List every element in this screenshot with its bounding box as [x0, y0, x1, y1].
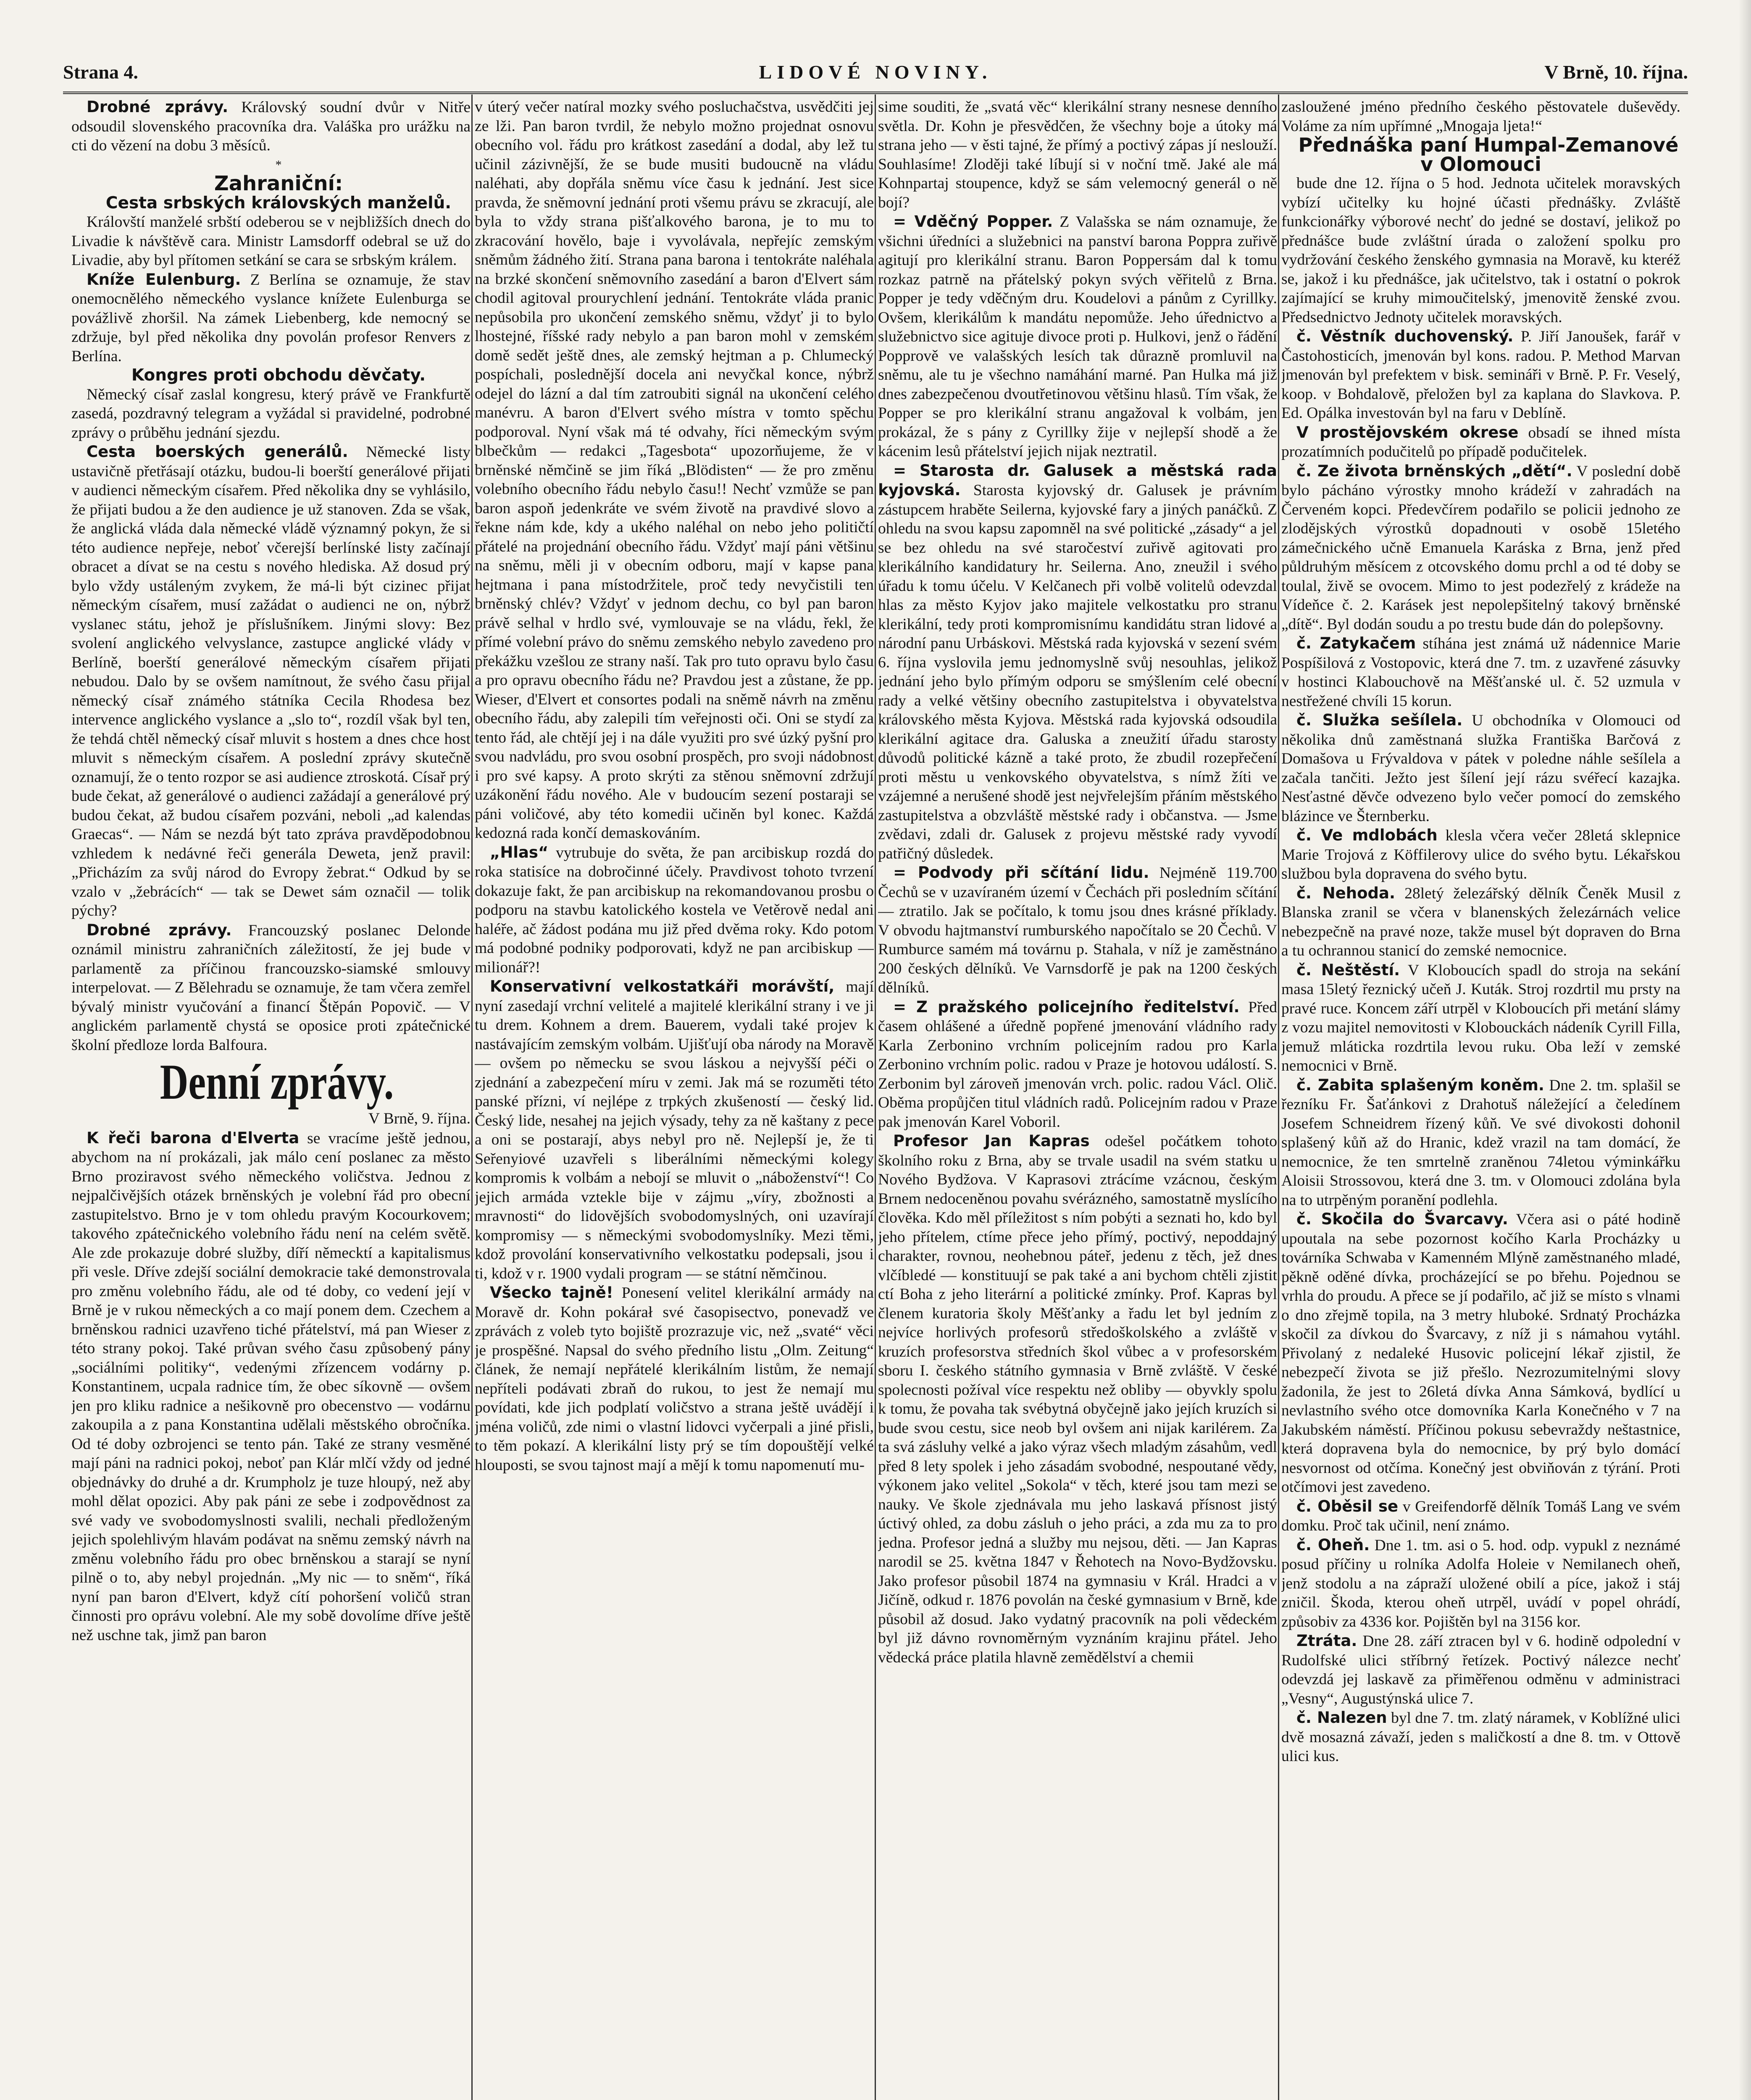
article-kicker: Drobné zprávy.	[87, 921, 232, 939]
article-kicker: „Hlas“	[490, 843, 549, 861]
article-kicker: = Starosta dr. Galusek a městská rada kyjovská.	[878, 461, 1277, 499]
column-3	[878, 97, 1277, 2100]
separator-star: *	[275, 158, 282, 172]
page-edge-shadow	[1738, 0, 1751, 2100]
masthead-title: LIDOVÉ NOVINY.	[759, 61, 992, 83]
header-rule	[63, 92, 1688, 94]
article-text: Před časem ohlášené a úředně popřené jmenování vládního rady Karla Zerbonino vrchním policejním radou pro Karla Zerbonino vrchním polic. radou v Praze je hotovou událostí. S. Zerbonim byl zároveň jmenován vrch. polic. radou Václ. Olič. Oběma propůjčen titul vládních radů. Policejním radou v Praze pak jmenován Karel Voboril.	[878, 998, 1277, 1131]
article-kicker: Drobné zprávy.	[87, 98, 229, 116]
article-text: stíhána jest známá už nádennice Marie Pospíšilová z Vostopovic, která dne 7. tm. z uzavřené zásuvky v hostinci Klabouchově na Měšťanské ul. č. 52 uzmula v nestřežené chvíli 15 korun.	[1281, 635, 1680, 710]
page-header	[63, 61, 1688, 90]
article-text: U obchodníka v Olomouci od několika dnů zaměstnaná služka Františka Barčová z Domašova u Frývaldova v pátek v poledne náhle sešílela a začala tančiti. Ježto jest šílení její rázu svéřecí kazajka. Nesťastné děvče odvezeno bylo večer pomocí do zemského blázince ve Šternberku.	[1281, 712, 1680, 825]
article-kicker: č. Skočila do Švarcavy.	[1296, 1210, 1508, 1228]
article-kicker: č. Služka sešílela.	[1296, 711, 1463, 729]
article-kicker: č. Neštěstí.	[1296, 961, 1400, 979]
article-kicker: č. Zatykačem	[1296, 634, 1416, 652]
article-text: Dne 28. září ztracen byl v 6. hodině odpolední v Rudolfské ulici stříbrný řetízek. Poctivý nálezce nechť odevzdá jej laskavě za přiměřenou odměnu v administraci „Vesny“, Augustýnská ulice 7.	[1281, 1633, 1680, 1707]
article-text: V poslední době bylo pácháno výrostky mnoho krádeží v zahradách na Červeném kopci. Předevčírem podařilo se policii jednoho ze zlodějských výrostků dopadnouti v osobě 15letého zámečnického učně Emanuela Karáska z Brna, jenž před půldruhým měsícem z otcovského domu prchl a od té doby se toulal, živě se ovocem. Mimo to jest podezřelý z krádeže na Vídeňce č. 2. Karásek jest nepolepšitelný takový brněnské „dítě“. Byl dodán soudu a po trestu bude dán do polepšovny.	[1281, 462, 1680, 633]
column-4	[1281, 97, 1680, 2100]
article-text: zasloužené jméno předního českého pěstovatele duševědy. Voláme za ním upřímné „Mnogaja ljeta!“	[1281, 98, 1680, 135]
article-kicker: č. Oběsil se	[1296, 1497, 1399, 1515]
article-text: Královský soudní dvůr v Nitře odsoudil slovenského pracovníka dra. Valáška pro urážku na cti do vězení na dobu 3 měsíců.	[71, 99, 471, 154]
column-divider	[875, 94, 876, 2100]
article-text: P. Jiří Janoušek, farář v Častohosticích, jmenován byl kons. radou. P. Method Marvan jmenován byl prefektem v bisk. semináři v Brně. P. Fr. Veselý, koop. v Bohdalově, přeložen byl za kaplana do Slavkova. P. Ed. Opálka investován byl na faru v Deblíně.	[1281, 328, 1680, 422]
article-text: Dne 1. tm. asi o 5. hod. odp. vypukl z neznámé posud příčiny u rolníka Adolfa Holeie v Nemilanech oheň, jenž stodolu a na zápraží uložené obilí a píce, jakož i stáj zničil. Škoda, kterou oheň utrpěl, uvádí v popel ohrádí, způsobiv za 4336 kor. Pojištěn byl na 3156 kor.	[1281, 1536, 1680, 1630]
article-kicker: č. Ze života brněnských „dětí“.	[1296, 462, 1572, 480]
column-2	[475, 97, 874, 2100]
column-divider	[471, 94, 473, 2100]
article-text: Nejméně 119.700 Čechů se v uzavíraném území v Čechách při posledním sčítání — ztratilo. Jak se počítalo, k tomu jsou dnes krásné příklady. V obvodu hajtmanství rumburského napočítalo se 20 Čechů. V Rumburce samém má továrnu p. Stahala, v níž je zaměstnáno 200 českých dělníků. Ve Varnsdorfě je pak na 1200 českých dělníků.	[878, 864, 1277, 996]
article-text: Z Valašska se nám oznamuje, že všichni úředníci a služebnici na panství barona Poppra zuřivě agitují pro klerikální stranu. Baron Poppersám dal k tomu rozkaz patrně na přátelský pokyn svých věřitelů z Brna. Popper je tedy vděčným dru. Koudelovi a pánům z Cyrillky. Ovšem, klerikálům k mandátu nepomůže. Jeho úřednictvo a služebnictvo sice agituje divoce proti p. Hulkovi, jenž o řádění Popprově ve valašských lesích tak důrazně promluvil na sněmu, ale tu je všechno namáhání marné. Pan Hulka má již dnes zabezpečenou dvoutřetinovou většinu hlasů. Tím však, že Popper se pro klerikální stranu angažoval k volbám, jen prokázal, že s pány z Cyrillky žije v nejlepší shodě a že kácenim lesů přátelství jejich nijak neztratil.	[878, 213, 1277, 460]
article-text: mají nyní zasedají vrchní velitelé a majitelé klerikální strany i ve ji tu drem. Kohnem a drem. Bauerem, vydali také projev k nastávajícím zemským volbám. Ujišťují oba národy na Moravě — ovšem po německu se svou láskou a nejvyšší péči o zjednání a zabezpečení míru v zemi. Jak má se rozuměti této panské přízni, ví nejlépe z trpkých zkušeností — český lid. Český lide, nesahej na jejich výsady, tehy za ně kaštany z pece a oni se postarají, abys nebyl pro ně. Nejlepší je, že ti Seřenyiové uzavřeli s liberálními německými kolegy kompromis k volbám a nebojí se mluvit o „náboženství“! Co jejich armáda vztekle bije v zájmu „víry, zbožnosti a mravnosti“ do lidovějších svobodomyslných, oni uzavírají kompromisy — s německými svobodomyslníky. Mezi těmi, kdož provolání konservativního velkostatku podepsali, jsou i ti, kdož v r. 1900 vydali program — se státní němčinou.	[475, 978, 874, 1282]
article-text: v Greifendorfě dělník Tomáš Lang ve svém domku. Proč tak učinil, není známo.	[1281, 1498, 1680, 1534]
article-text: Německý císař zaslal kongresu, který právě ve Frankfurtě zasedá, pozdravný telegram a vyžádal si pravidelné, podrobné zprávy o průběhu jednání sjezdu.	[71, 386, 471, 441]
section-title-foreign: Zahraniční:	[214, 172, 343, 195]
article-text: Včera asi o páté hodině upoutala na sebe pozornost kočího Karla Procházky u továrníka Schwaba v Kamenném Mlýně zaměstnaného mladé, pěkně oděné dívka, procházející se po břehu. Pojednou se vrhla do proudu. A přece se jí podařilo, ač již se místo s vlnami o dno zřejmě topila, na 3 metry hluboké. Srdnatý Procházka skočil za dívkou do Švarcavy, z níž ji s námahou vytáhl. Přivolaný z nedaleké Husovic policejní lékař zjistil, že nebezpečí života se již přešlo. Nezrozumitelnými slovy žadonila, že jest to 26letá dívka Anna Sámková, bydlící u nevlastního svého otce domovníka Karla Konečného v 7 na Jakubském náměstí. Příčinou pokusu sebevraždy neštastnice, která dopravena byla do nemocnice, by prý bylo domácí nesvornost od otčíma. Konečný jest obviňován z týrání. Proti otčímovi jest zavedeno.	[1281, 1211, 1680, 1496]
article-text: se vracíme ještě jednou, abychom na ní prokázali, jak málo cení poslanec za město Brno proziravost svého německého voličstva. Jednou z nejpalčivějších otázek brněnských je volební řád pro obecní zastupitelstvo. Brno je v tom ohledu pravým Kocourkovem; takového zpátečnického volebního řádu není na celém světě. Ale zde prokazuje dobré služby, díří německtí a kapitalismus při vesle. Dříve zdejší sociální demokracie také demonstrovala pro změnu volebního řádu, ale od té doby, co vedení její v Brně je v rukou německých a co mají ponem dem. Czechem a brněnskou radnici uzavřeno tiché přátelství, má pan Wieser z této strany pokoj. Také průvan svého času způsobený pány „sociálními politiky“, vedenými zřízencem vodárny p. Konstantinem, ucpala radnice tím, že obec síkovně — ovšem jen pro kliku radnice a nešikovně pro obecenstvo — vodárnu zakoupila a z pana Konstantina udělali městského obročníka. Od té doby ozbrojenci se tento pán. Také ze strany vesměné mají páni na radnici pokoj, neboť pan Klár mlčí vždy od jedné objednávky do druhé a dr. Krumpholz je tuze hloupý, než aby mohl dělat opozici. Aby pak páni ze sebe i zodpovědnost za své vady ve svobodomyslnosti svalili, nechali předloženým jejich spolehlivým hlavám podávat na sněmu zemský návrh na změnu volebního řádu pro obec brněnskou a starají se nyní pilně o to, aby nebyl projednán. „My nic — to sněm“, říká nyní pan baron d'Elvert, když cítí pohoršení voličů stran činnosti pro oprávu volební. Ale my sobě dovolíme dříve ještě než uschne tak, jimž pan baron	[71, 1129, 471, 1644]
article-text: V Kloboucích spadl do stroja na sekání masa 15letý řeznický učeň J. Kuták. Stroj rozdrtil mu prsty na pravé ruce. Koncem září utrpěl v Kloboucích při metání slámy z vozu majitel nemovitosti v Klobouckách nádeník Cyrill Filla, jemuž mláticka rozdrtila levou ruku. Oba leží v zemské nemocnici v Brně.	[1281, 961, 1680, 1074]
article-kicker: Konservativní velkostatkáři morávští,	[490, 977, 835, 995]
article-kicker: č. Nalezen	[1296, 1709, 1387, 1727]
article-text: obsadí se ihned místa prozatímních podučitelů po případě podučitelek.	[1281, 424, 1680, 460]
article-kicker: = Podvody při sčítání lidu.	[893, 864, 1149, 882]
article-text: v úterý večer natíral mozky svého posluchačstva, usvědčiti jej ze lži. Pan baron tvrdil, že nebylo možno projednat osnovu obecního vol. řádu pro krátkost zasedání a dodal, aby lež tu učinil zázivnější, že se bude musiti budoucně na vládu naléhati, aby dopřála sněmu více času k jednání. Jest sice pravda, že sněmovní jednání proti všemu právu se zkracují, ale byla to vždy strana pišťalkového barona, je to mu to zkracování hovělo, baje i vyvolávala, nepřejíc zemským sněmům žádného žití. Strana pana barona i tentokráte naléhala na brzké skončení sněmovního zasedání a baron d'Elvert sám chodil agitoval prourychlení jednání. Tentokráte vláda pranic nepůsobila pro ukončení zemského sněmu, vždyť ji to bylo lhostejné, říšské rady nebylo a pan baron mohl v zemském domě sedět ještě dnes, ale zemský hejtman a p. Chlumecký pospíchali, poslednější docela ani nevyčkal konce, nýbrž odejel do lázní a dal tím zatroubiti signál na ukončení celého manévru. A baron d'Elvert svého místra v tomto spěchu podporoval. Nyní však má té odvahy, říci německým svým blbečkům — redakci „Tagesbota“ upozorňujeme, že v brněnské němčině se jim říká „Blödisten“ — že pro změnu volebního obecního řádu nebylo času!! Nechť vzmůže se pan baron aspoň jedenkráte ve svém životě na pravdivé slovo a řekne nám kde, kdy a ukého naléhal on nebo jeho političtí přátelé na projednání obecního řádu. Vždyť mají páni většinu na sněmu, měli ji v obecním odboru, mají v kapse pana hejtmana i pana místodržitele, proč tedy nevyčistili ten brněnský chlév? Vždyť v jednom dechu, co byl pan baron právě selhal v hrdlo své, vymlouvaje se na vládu, řekl, že přímé volební právo do sněmu zemského nebylo zavedeno pro překážku vzešlou ze strany naší. Tak pro tuto opravu bylo času a pro opravu obecního řádu ne? Pravdou jest a zůstane, že pp. Wieser, d'Elvert et consortes podali na sněmě návrh na změnu obecního řádu, aby zalepili tím veřejnosti oči. Oni se stydí za tento řád, ale chtějí jej i na dále využiti pro své úzký pyšní pro svou nadvládu, pro svou osobní prospěch, pro svoji nádobnost i pro své kapsy. A proto skrýti za stěnou sněmovní zdržují uzákonění řádu nového. Ale v budoucím sezení postaraji se páni voličové, aby této komedii učiněn byl konec. Každá kedozná rada končí demaskováním.	[475, 98, 874, 842]
article-text: byl dne 7. tm. zlatý náramek, v Koblížné ulici dvě mosazná závaží, jeden s maličkostí a dne 8. tm. v Ottově ulici kus.	[1281, 1709, 1680, 1765]
dateline: V Brně, 9. října.	[368, 1110, 471, 1127]
article-kicker: č. Ve mdlobách	[1296, 826, 1438, 844]
article-kicker: č. Věstník duchovenský.	[1296, 327, 1514, 345]
article-kicker: Cesta boerských generálů.	[87, 443, 348, 461]
article-text: Německé listy ustavičně přetřásají otázku, budou-li boerští generálové přijati v audienci německým císařem. Před několika dny se vyhlásilo, že přijati budou a že den audience je už stanoven. Zda se však, že anglická vláda dala německé vládě významný pokyn, že si této audience nepřeje, neboť včerejší berlínské listy začínají obracet a dívat se na cestu s nového hlediska. Až dosud prý bylo vždy ustáleným zvykem, že má-li být cizinec přijat německým císařem, musí zažádat o audienci ne on, nýbrž vyslanec státu, jehož je příslušníkem. Jinými slovy: Bez svolení anglického velvyslance, zastupce anglické vlády v Berlíně, boerští generálové německým císařem přijati nebudou. Dalo by se ovšem namítnout, že svého času přijal německý císař známého státníka Cecila Rhodesa bez intervence anglického vyslance a „slo to“, rozdíl však byl ten, že tehdá chtěl německý císař mluvit s hostem a dnes chce host mluvit s německým císařem. A poslední zprávy skutečně oznamují, že o tento rozpor se asi audience ztroskotá. Císař prý bude čekat, až generálové o audienci zažádají a generálové prý budou čekat, až budou císařem pozváni, neboli „ad kalendas Graecas“. — Nám se nezdá být tato zpráva pravděpodobnou vzhledem k nedávné řeči generála Deweta, jenž pravil: „Přicházím za svůj národ do Evropy žebrat.“ Odkud by se vzalo v „žebrácích“ — tak se Dewet sám označil — tolik pýchy?	[71, 444, 471, 919]
article-text: Ponesení velitel klerikální armády na Moravě dr. Kohn pokárał své časopisectvo, ponevadž ve zprávách z voleb tyto bojiště prozrazuje vic, než „svaté“ věci je prospěšné. Napsal do svého předního listu „Olm. Zeitung“ článek, že nemají nepřátelé klerikálním listům, že nemají nepříteli podávati zbraň do rukou, to jest že nemají mu povídati, kde jich podplatí voličstvo a strana ještě uvádějí i jména voličů, zde nimi o vlastní lidovci vyčerpali a jiné přisli, to těm pokazí. A klerikální listy prý se tím dopouštějí velké hlouposti, se svou tajnost mají a mějí k tomu napomenutí mu-	[475, 1284, 874, 1474]
article-text: vytrubuje do světa, že pan arcibiskup rozdá do roka statisíce na dobročinné účely. Pravdivost tohoto tvrzení dokazuje fakt, že pan arcibiskup na rekomandovanou prosbu o podporu na stavbu katolického kostela ve Vetěrově nedal ani haléře, ač žádost podána mu již před dvěma roky. Kdo potom má podobné podniky podporovati, když ne pan arcibiskup — milionář?!	[475, 844, 874, 976]
article-text: sime souditi, že „svatá věc“ klerikální strany nesnese denního světla. Dr. Kohn je přesvědčen, že všechny boje a útoky má strana jeho — v ěsti tajné, že přímý a poctivý zápas jí neslouží. Souhlasíme! Zloději také líbují si v noční tmě. Jaké ale má Kohnpartaj stoupence, když se sám velemocný generál o ně bojí?	[878, 98, 1277, 211]
article-text: 28letý železářský dělník Čeněk Musil z Blanska zranil se včera v blanenských železárnách velice nebezpečně na pravé noze, takže musel být dopraven do Brna a tu ochrannou stanicí do zemské nemocnice.	[1281, 885, 1680, 959]
article-kicker: č. Zabita splašeným koněm.	[1296, 1076, 1544, 1094]
article-kicker: K řeči barona d'Elverta	[87, 1129, 300, 1147]
article-kicker: č. Nehoda.	[1296, 884, 1396, 902]
column-1	[71, 97, 471, 2100]
article-headline: Přednáška paní Humpal-Zemanové v Olomouci	[1298, 134, 1679, 176]
article-kicker: č. Oheň.	[1296, 1536, 1370, 1554]
article-kicker: Všecko tajně!	[490, 1284, 613, 1302]
article-kicker: Profesor Jan Kapras	[893, 1132, 1090, 1150]
article-headline: Cesta srbských královských manželů.	[105, 193, 452, 213]
article-text: klesla včera večer 28letá sklepnice Marie Trojová z Köffilerovy ulice do svého bytu. Lékařskou službou byla dopravena do svého bytu.	[1281, 827, 1680, 882]
article-kicker: Ztráta.	[1296, 1632, 1357, 1650]
article-kicker: V prostějovském okrese	[1296, 423, 1519, 441]
issue-date: V Brně, 10. října.	[1544, 61, 1688, 83]
article-text: Z Berlína se oznamuje, že stav onemocnělého německého vyslance knížete Eulenburga se povážlivě zhoršil. Na zámek Liebenberg, kde nemocný se zdržuje, byl před několika dny povolán profesor Renvers z Berlína.	[71, 271, 471, 365]
article-text: Francouzský poslanec Delonde oznámil ministru zahraničních záležitostí, že jej bude v parlamentě za příčinou francouzsko-siamské smlouvy interpelovat. — Z Bělehradu se oznamuje, že tam včera zemřel bývalý ministr vyučování a financí Štěpán Popovič. — V anglickém parlamentě chystá se oposice proti zpátečnické školní předloze lorda Balfoura.	[71, 921, 471, 1054]
article-kicker: = Z pražského policejního ředitelství.	[893, 998, 1240, 1016]
page-number: Strana 4.	[63, 61, 138, 83]
article-text: odešel počátkem tohoto školního roku z Brna, aby se trvale usadil na svém statku u Nového Bydžova. V Kaprasovi ztrácíme vzácnou, českým Brnem nedoceněnou povahu svérázného, samostatně myslícího člověka. Kdo měl příležitost s ním pobýti a seznati ho, kdo byl jeho přítelem, ctíme přece jeho přímý, poctivý, nepoddajný charakter, rovnou, neohebnou páteř, jedenu z těch, jež dnes vlčíbledé — konstituují se pak také a ani bychom chtěli zjistit ctí Boha z jeho literární a politické zmínky. Prof. Kapras byl členem kuratoria školy Měšťanky a řadu let byl jedním z nejvíce horlivých profesorů středoškolského a zvláště v kruzích profesorstva středních škol vůbec a v profesorském sboru I. českého státního gymnasia v Brně zvláště. V české spolecnosti požíval více respektu než obliby — obyvkly spolu k tomu, že povaha tak svébytná obyčejně jako jejích kruzích si bude svou cestu, sice neob byl ovšem ani nijak karilérem. Za ta svá zásluhy velké a jako výraz všech mladým zásahům, vedl před 8 lety spolek i jeho zásadám svobodné, nespoutané vědy, výkonem jako velitel „Sokola“ v těch, které jsou tam mezi se nauky. Ve škole zjednávala mu jeho laskavá přísnost jistý úctivý ohled, za dobu zásluh o jeho práci, a zda mu za to pro jedna. Profesor jedná a služby mu nejsou, děti. — Jan Kapras narodil se 25. května 1847 v Řehotech na Novo-Bydžovsku. Jako profesor působil 1874 na gymnasiu v Král. Hradci a v Jičíně, odkud r. 1876 povolán na české gymnasium v Brně, kde působil až dosud. Jako vydatný pracovník na poli vědeckém byl již dávno rovnoměrným vyznáním krajinu přátel. Jeho vědecká práce platila hlavně zemědělství a chemii	[878, 1133, 1277, 1666]
article-text: bude dne 12. října o 5 hod. Jednota učitelek moravských vybízí učitelky ku hojné účasti přednášky. Zvláště funkcionářky výborové nechť do jedné se dostaví, jelikož po přednášce bude zvláštní úrada o založení spolku pro vydržování českého ženského gymnasia na Moravě, ku kteréž se, jakož i ku přednášce, jak učitelstvo, tak i ostatní o pokrok zajímající se kruhy mimoučitelský, jmenovitě ženské zvou. Předsednictvo Jednoty učitelek moravských.	[1281, 175, 1680, 326]
article-headline: Kongres proti obchodu děvčaty.	[131, 366, 426, 385]
article-kicker: Kníže Eulenburg.	[87, 270, 241, 289]
article-text: Dne 2. tm. splašil se řezníku Fr. Šaťánkovi z Drahotuš náležející a čeledínem Josefem Schneidrem řízený kůň. Ve své divokosti dohonil splašený kůň až do Hranic, kdež vrazil na tam domácí, že nemocnice, že ten smrtelně zraněnou 74letou výminkářku Aloisii Strossovou, která dne 3. tm. v Olomouci zdolána byla na to utrpěným poranění podlehla.	[1281, 1076, 1680, 1209]
section-title-daily-news: Denní zprávy.	[160, 1054, 394, 1110]
article-text: Královští manželé srbští odeberou se v nejbližších dnech do Livadie k návštěvě cara. Ministr Lamsdorff odebral se už do Livadie, aby byl přítomen setkání se cara se srbským králem.	[71, 213, 471, 269]
article-text: Starosta kyjovský dr. Galusek je právním zástupcem hraběte Seilerna, kyjovské fary a jiných panáčků. Z ohledu na svou kapsu zapomněl na své politické „zásady“ a jel se bez ohledu na své staročeství zuřivě agitovati pro klerikálního kandidatury hr. Seilerna. Ano, zneužil i svého úřadu k tomu účelu. V Kelčanech při volbě volitelů odevzdal hlas za město Kyjov jako majitele velkostatku pro stranu klerikální, tedy proti kompromisnímu kandidátu stran lidové a národní panu Urbáskovi. Městská rada kyjovská v sezení svém 6. října vyslovila jemu jednomyslně svůj nesouhlas, jelikož jednání jeho bylo přímým odporu se smýšlením celé obecní rady a velké většiny obecního zastupitelstva i obyvatelstva královského města Kyjova. Městská rada kyjovská odsoudila klerikální agitace dra. Galuska a zneužití úřadu starosty důvodů politické kázně a také proto, že zbudil rozepřečení proti městu u venkovského obyvatelstva, s nímž žíti ve vzájemné a nerušené shodě jest nejvřelejším přáním městského zastupitelstva a obzvláště městské rady i občanstva. — Jsme zvědavi, zdali dr. Galusek z projevu městské rady vyvodí patřičný důsledek.	[878, 482, 1277, 862]
article-kicker: = Vděčný Popper.	[893, 213, 1053, 231]
column-divider	[1278, 94, 1279, 2100]
